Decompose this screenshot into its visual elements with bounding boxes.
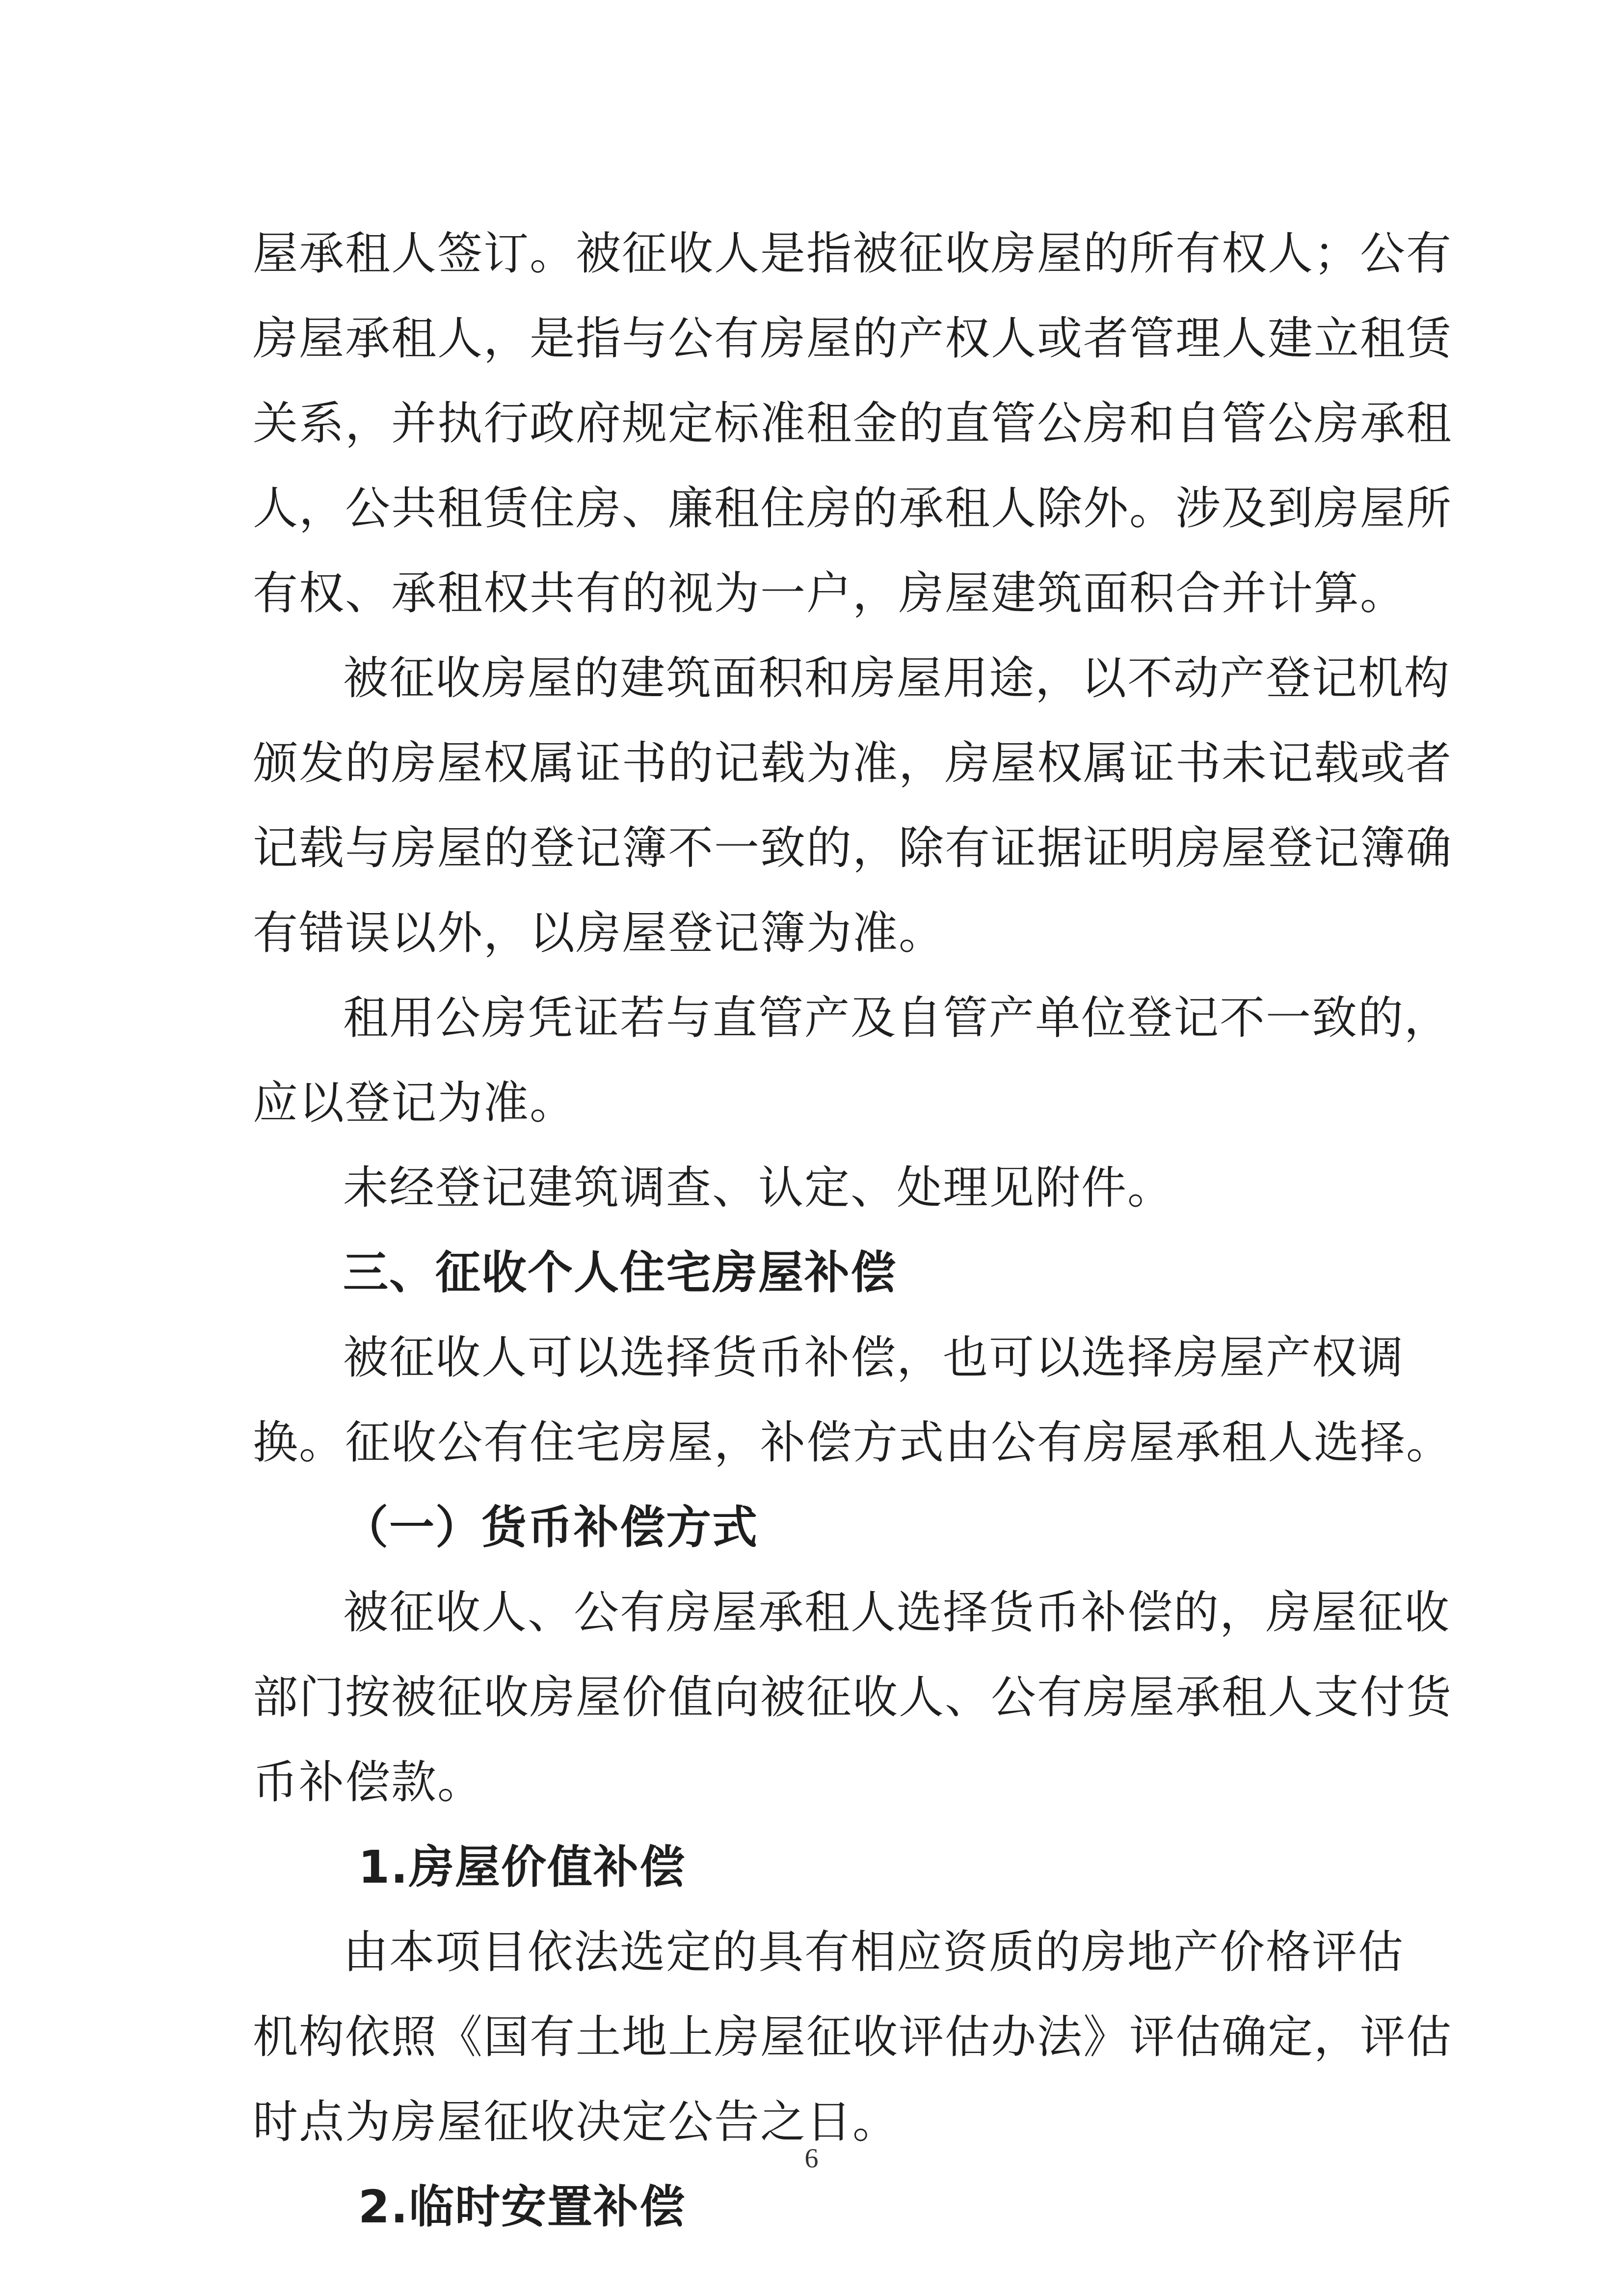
text-line: 颁发的房屋权属证书的记载为准，房屋权属证书未记载或者 — [253, 737, 1453, 789]
text-line: 关系，并执行政府规定标准租金的直管公房和自管公房承租 — [253, 397, 1453, 450]
page-number: 6 — [804, 2143, 819, 2174]
text-line: 被征收人、公有房屋承租人选择货币补偿的，房屋征收 — [343, 1586, 1451, 1639]
text-line: 未经登记建筑调查、认定、处理见附件。 — [343, 1162, 1174, 1214]
section-heading: 2.临时安置补偿 — [358, 2181, 686, 2233]
text-line: 时点为房屋征收决定公告之日。 — [253, 2096, 899, 2148]
text-line: 币补偿款。 — [253, 1756, 484, 1809]
text-line: 由本项目依法选定的具有相应资质的房地产价格评估 — [343, 1926, 1405, 1978]
text-line: 被征收房屋的建筑面积和房屋用途，以不动产登记机构 — [343, 652, 1451, 704]
text-line: 有权、承租权共有的视为一户，房屋建筑面积合并计算。 — [253, 567, 1407, 620]
text-line: 换。征收公有住宅房屋，补偿方式由公有房屋承租人选择。 — [253, 1416, 1453, 1469]
section-heading: 三、征收个人住宅房屋补偿 — [343, 1246, 897, 1299]
text-line: 屋承租人签订。被征收人是指被征收房屋的所有权人；公有 — [253, 227, 1453, 280]
text-line: 部门按被征收房屋价值向被征收人、公有房屋承租人支付货 — [253, 1671, 1453, 1724]
section-heading: （一）货币补偿方式 — [343, 1501, 759, 1554]
text-line: 人，公共租赁住房、廉租住房的承租人除外。涉及到房屋所 — [253, 482, 1453, 535]
text-line: 应以登记为准。 — [253, 1077, 576, 1129]
text-line: 记载与房屋的登记簿不一致的，除有证据证明房屋登记簿确 — [253, 822, 1453, 874]
text-line: 被征收人可以选择货币补偿，也可以选择房屋产权调 — [343, 1331, 1405, 1384]
text-line: 有错误以外，以房屋登记簿为准。 — [253, 907, 945, 959]
text-line: 机构依照《国有土地上房屋征收评估办法》评估确定，评估 — [253, 2011, 1453, 2063]
section-heading: 1.房屋价值补偿 — [358, 1841, 686, 1893]
text-line: 租用公房凭证若与直管产及自管产单位登记不一致的， — [343, 992, 1451, 1044]
document-body — [253, 211, 1453, 2249]
text-line: 房屋承租人，是指与公有房屋的产权人或者管理人建立租赁 — [253, 312, 1453, 365]
